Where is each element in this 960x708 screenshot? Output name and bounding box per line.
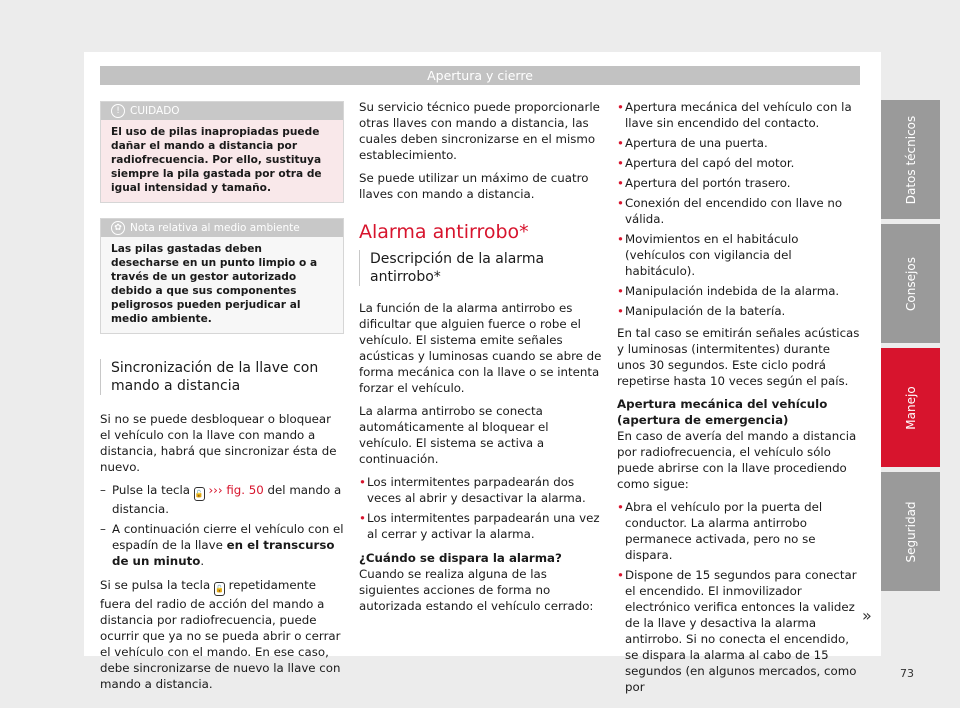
list-item-text: Apertura mecánica del vehículo con la llave sin encendido del contacto.: [625, 100, 852, 130]
subtitle-wrap: [359, 250, 602, 286]
list-item: [617, 283, 860, 299]
list-item-text: Conexión del encendido con llave no válida.: [625, 196, 843, 226]
list-item: [359, 510, 602, 542]
page-number: 73: [900, 667, 914, 680]
step-1-text-end: del mando a distancia.: [112, 483, 342, 516]
continue-mark: »: [862, 606, 872, 625]
step-2-bold: en el transcurso de un minuto: [112, 538, 335, 568]
list-item: [617, 231, 860, 279]
bullet-dot: •: [617, 196, 624, 210]
dash: –: [100, 483, 106, 497]
tab-label: Manejo: [903, 385, 918, 430]
list-item-text: Abra el vehículo por la puerta del conductor. La alarma antirrobo permanece activada, pero no se dispara.: [625, 500, 823, 562]
list-item-text: Los intermitentes parpadearán dos veces al abrir y desactivar la alarma.: [367, 475, 586, 505]
step-1: [100, 482, 344, 517]
page-header: Apertura y cierre: [100, 66, 860, 85]
sync-intro: Si no se puede desbloquear o bloquear el vehículo con la llave con mando a distancia, habrá que sincronizar ésta de nuevo.: [100, 412, 337, 474]
section-title-sync: Sincronización de la llave con mando a distancia: [111, 360, 319, 394]
list-item-text: Apertura del capó del motor.: [625, 156, 795, 170]
tab-manejo[interactable]: [881, 348, 940, 467]
column-2: [359, 99, 602, 621]
list-item-text: Manipulación indebida de la alarma.: [625, 284, 840, 298]
unlock-key-icon: 🔓: [194, 487, 205, 501]
list-item: [617, 155, 860, 171]
alarm-title: Alarma antirrobo*: [359, 221, 529, 243]
alarm-subtitle: Descripción de la alarma antirrobo*: [370, 251, 545, 285]
sync-outro: [100, 577, 344, 692]
caution-box: [100, 101, 344, 203]
sync-outro-start: Si se pulsa la tecla: [100, 578, 211, 592]
bullet-dot: •: [617, 156, 624, 170]
bullet-dot: •: [617, 232, 624, 246]
list-item: [359, 474, 602, 506]
warning-icon: !: [111, 104, 125, 118]
bullet-dot: •: [617, 284, 624, 298]
list-item-text: Dispone de 15 segundos para conectar el encendido. El inmovilizador electrónico verifica entonces la validez de la llave y desactiva la alarma antirrobo. Si no conecta el encendido, se dispara la alarma al cabo de 15 segundos (en algunos mercados, como por: [625, 568, 857, 694]
dash: –: [100, 522, 106, 536]
step-2-text: A continuación cierre el vehículo con el espadín de la llave: [112, 522, 344, 552]
environment-note-box: [100, 218, 344, 334]
bullet-dot: •: [359, 511, 366, 525]
step-2-end: .: [200, 554, 205, 568]
bullet-dot: •: [617, 568, 624, 582]
subheading: Apertura mecánica del vehículo (apertura de emergencia): [617, 397, 828, 427]
caution-header: [101, 102, 343, 120]
caution-body: El uso de pilas inapropiadas puede dañar el mando a distancia por radiofrecuencia. Por ello, sustituya siempre la pila gastada por otra de igual intensidad y tamaño.: [101, 120, 343, 202]
paragraph: Su servicio técnico puede proporcionarle otras llaves con mando a distancia, las cuales deben sincronizarse en el mismo establecimiento.: [359, 100, 600, 162]
list-item: [617, 99, 860, 131]
paragraph: La alarma antirrobo se conecta automáticamente al bloquear el vehículo. El sistema se activa a continuación.: [359, 404, 549, 466]
environment-note-header: [101, 219, 343, 237]
column-1: [100, 101, 344, 699]
tab-datos-tecnicos[interactable]: [881, 100, 940, 219]
list-item-text: Manipulación de la batería.: [625, 304, 786, 318]
tab-consejos[interactable]: [881, 224, 940, 343]
list-item-text: Movimientos en el habitáculo (vehículos con vigilancia del habitáculo).: [625, 232, 799, 278]
caution-title: CUIDADO: [130, 105, 180, 117]
bullet-dot: •: [617, 176, 624, 190]
paragraph: Se puede utilizar un máximo de cuatro llaves con mando a distancia.: [359, 171, 589, 201]
environment-note-body: Las pilas gastadas deben desecharse en un punto limpio o a través de un gestor autorizado debido a que sus componentes peligrosos pueden perjudicar al medio ambiente.: [111, 243, 318, 325]
paragraph: En tal caso se emitirán señales acústicas y luminosas (intermitentes) durante unos 30 segundos. Este ciclo podrá repetirse hasta 10 veces según el país.: [617, 326, 860, 388]
list-item: [617, 135, 860, 151]
step-1-text: Pulse la tecla: [112, 483, 190, 497]
list-item: [617, 175, 860, 191]
list-item: [617, 499, 860, 563]
unlock-key-icon: 🔓: [214, 582, 225, 596]
column-3: [617, 99, 860, 699]
paragraph: En caso de avería del mando a distancia por radiofrecuencia, el vehículo sólo puede abrirse con la llave procediendo como sigue:: [617, 429, 857, 491]
list-item: [617, 567, 860, 695]
list-item-text: Apertura de una puerta.: [625, 136, 768, 150]
bullet-dot: •: [617, 100, 624, 114]
section-title-wrap: [100, 359, 344, 395]
tab-label: Seguridad: [903, 500, 918, 563]
environment-icon: ✿: [111, 221, 125, 235]
bullet-dot: •: [617, 500, 624, 514]
figure-link[interactable]: ››› fig. 50: [208, 483, 264, 497]
sync-outro-end: repetidamente fuera del radio de acción del mando a distancia por radiofrecuencia, puede ocurrir que ya no se pueda abrir o cerrar el vehículo con el mando. En ese caso, debe sincronizarse de nuevo la llave con mando a distancia.: [100, 578, 341, 691]
bullet-dot: •: [617, 304, 624, 318]
tab-label: Datos técnicos: [903, 115, 918, 204]
environment-note-title: Nota relativa al medio ambiente: [130, 222, 300, 234]
list-item: [617, 303, 860, 319]
bullet-dot: •: [617, 136, 624, 150]
list-item: [617, 195, 860, 227]
tab-seguridad[interactable]: [881, 472, 940, 591]
list-item-text: Los intermitentes parpadearán una vez al cerrar y activar la alarma.: [367, 511, 600, 541]
tab-label: Consejos: [903, 256, 918, 311]
paragraph: Cuando se realiza alguna de las siguientes acciones de forma no autorizada estando el vehículo cerrado:: [359, 567, 594, 613]
step-2: [100, 521, 344, 569]
paragraph: La función de la alarma antirrobo es dificultar que alguien fuerce o robe el vehículo. El sistema emite señales acústicas y luminosas cuando se abre de forma mecánica con la llave o se intenta forzar el vehículo.: [359, 301, 602, 395]
list-item-text: Apertura del portón trasero.: [625, 176, 791, 190]
bullet-dot: •: [359, 475, 366, 489]
subheading: ¿Cuándo se dispara la alarma?: [359, 551, 562, 565]
